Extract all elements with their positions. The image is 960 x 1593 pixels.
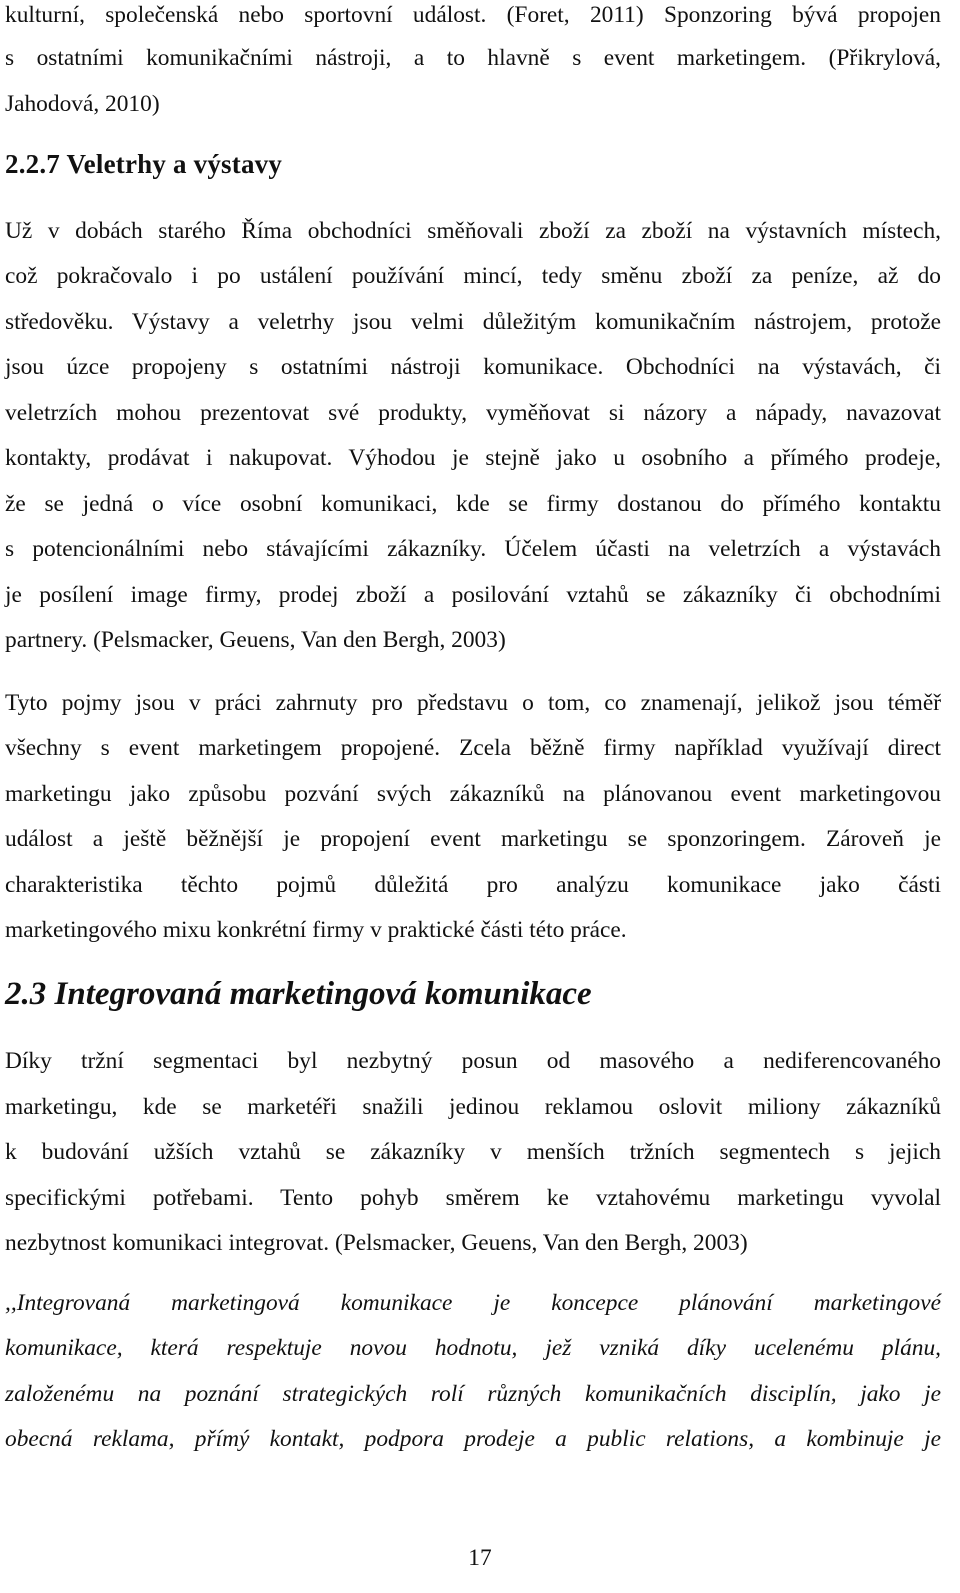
quote-line: ,,Integrovaná marketingová komunikace je koncepce plánování marketingové [5,1290,941,1316]
paragraph-line: kontakty, prodávat i nakupovat. Výhodou je stejně jako u osobního a přímého prodeje, [5,445,941,471]
paragraph-line: jsou úzce propojeny s ostatními nástroji komunikace. Obchodníci na výstavách, či [5,354,941,380]
paragraph-line: Už v dobách starého Říma obchodníci směňovali zboží za zboží na výstavních místech, [5,218,941,244]
quote-line: založenému na poznání strategických rolí různých komunikačních disciplín, jako je [5,1381,941,1407]
paragraph-line: událost a ještě běžnější je propojení event marketingu se sponzoringem. Zároveň je [5,826,941,852]
paragraph-line: marketingu jako způsobu pozvání svých zákazníků na plánovanou event marketingovou [5,781,941,807]
quote-line: obecná reklama, přímý kontakt, podpora prodeje a public relations, a kombinuje je [5,1426,941,1452]
page-number: 17 [468,1545,492,1571]
paragraph-line: je posílení image firmy, prodej zboží a posilování vztahů se zákazníky či obchodními [5,582,941,608]
paragraph-line: což pokračovalo i po ustálení používání mincí, tedy směnu zboží za peníze, až do [5,263,941,289]
paragraph-line: k budování užších vztahů se zákazníky v menších tržních segmentech s jejich [5,1139,941,1165]
paragraph-line: Tyto pojmy jsou v práci zahrnuty pro představu o tom, co znamenají, jelikož jsou téměř [5,690,941,716]
section-heading: 2.2.7 Veletrhy a výstavy [5,149,283,179]
intro-line: s ostatními komunikačními nástroji, a to hlavně s event marketingem. (Přikrylová, [5,45,941,71]
paragraph-line: nezbytnost komunikaci integrovat. (Pelsmacker, Geuens, Van den Bergh, 2003) [5,1230,748,1256]
paragraph-line: marketingového mixu konkrétní firmy v praktické části této práce. [5,917,627,943]
paragraph-line: středověku. Výstavy a veletrhy jsou velmi důležitým komunikačním nástrojem, protože [5,309,941,335]
paragraph-line: veletrzích mohou prezentovat své produkty, vyměňovat si názory a nápady, navazovat [5,400,941,426]
paragraph-line: s potencionálními nebo stávajícími zákazníky. Účelem účasti na veletrzích a výstavách [5,536,941,562]
chapter-heading: 2.3 Integrovaná marketingová komunikace [5,976,592,1012]
paragraph-line: že se jedná o více osobní komunikaci, kde se firmy dostanou do přímého kontaktu [5,491,941,517]
paragraph-line: partnery. (Pelsmacker, Geuens, Van den Bergh, 2003) [5,627,506,653]
paragraph-line: specifickými potřebami. Tento pohyb směrem ke vztahovému marketingu vyvolal [5,1185,941,1211]
paragraph-line: Díky tržní segmentaci byl nezbytný posun od masového a nediferencovaného [5,1048,941,1074]
paragraph-line: všechny s event marketingem propojené. Zcela běžně firmy například využívají direct [5,735,941,761]
intro-line: Jahodová, 2010) [5,91,160,117]
quote-line: komunikace, která respektuje novou hodnotu, jež vzniká díky ucelenému plánu, [5,1335,941,1361]
paragraph-line: marketingu, kde se marketéři snažili jedinou reklamou oslovit miliony zákazníků [5,1094,941,1120]
paragraph-line: charakteristika těchto pojmů důležitá pro analýzu komunikace jako části [5,872,941,898]
intro-line: kulturní, společenská nebo sportovní událost. (Foret, 2011) Sponzoring bývá propojen [5,2,941,28]
